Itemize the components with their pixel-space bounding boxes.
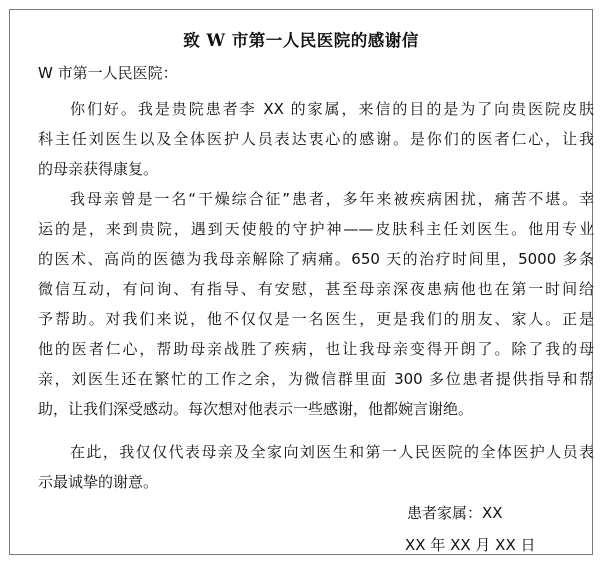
text-line: 的医术、高尚的医德为我母亲解除了病痛。650 天的治疗时间里，5000 多条 — [38, 250, 594, 268]
text-line: 运的是，来到贵院，遇到天使般的守护神——皮肤科主任刘医生。他用专业 — [38, 220, 594, 238]
text-line: 予帮助。对我们来说，他不仅仅是一名医生，更是我们的朋友、家人。正是 — [38, 310, 594, 328]
text-line: 亲，刘医生还在繁忙的工作之余，为微信群里面 300 多位患者提供指导和帮 — [38, 370, 594, 388]
letter-signature: 患者家属：XX — [407, 504, 503, 522]
text-line: 我母亲曾是一名“干燥综合征”患者，多年来被疾病困扰，痛苦不堪。幸 — [70, 190, 594, 208]
text-line: 科主任刘医生以及全体医护人员表达衷心的感谢。是你们的医者仁心，让我 — [38, 130, 594, 148]
letter-date: XX 年 XX 月 XX 日 — [405, 536, 536, 554]
letter-paragraph-3 — [38, 437, 594, 497]
text-line: 他的医者仁心，帮助母亲战胜了疾病，也让我母亲变得开朗了。除了我的母 — [38, 340, 594, 358]
letter-paragraph-2 — [38, 184, 594, 424]
text-line: 微信互动，有问询、有指导、有安慰，甚至母亲深夜患病他也在第一时间给 — [38, 280, 594, 298]
letter-salutation: W 市第一人民医院： — [38, 64, 178, 82]
text-line: 助，让我们深受感动。每次想对他表示一些感谢，他都婉言谢绝。 — [38, 400, 474, 418]
letter-title: 致 W 市第一人民医院的感谢信 — [183, 31, 419, 50]
text-line: 示最诚挚的谢意。 — [38, 473, 159, 491]
text-line: 的母亲获得康复。 — [38, 160, 159, 178]
letter-paragraph-1 — [38, 94, 594, 184]
text-line: 你们好。我是贵院患者李 XX 的家属，来信的目的是为了向贵医院皮肤 — [70, 100, 594, 118]
text-line: 在此，我仅仅代表母亲及全家向刘医生和第一人民医院的全体医护人员表 — [70, 443, 594, 461]
letter-frame — [9, 9, 593, 555]
